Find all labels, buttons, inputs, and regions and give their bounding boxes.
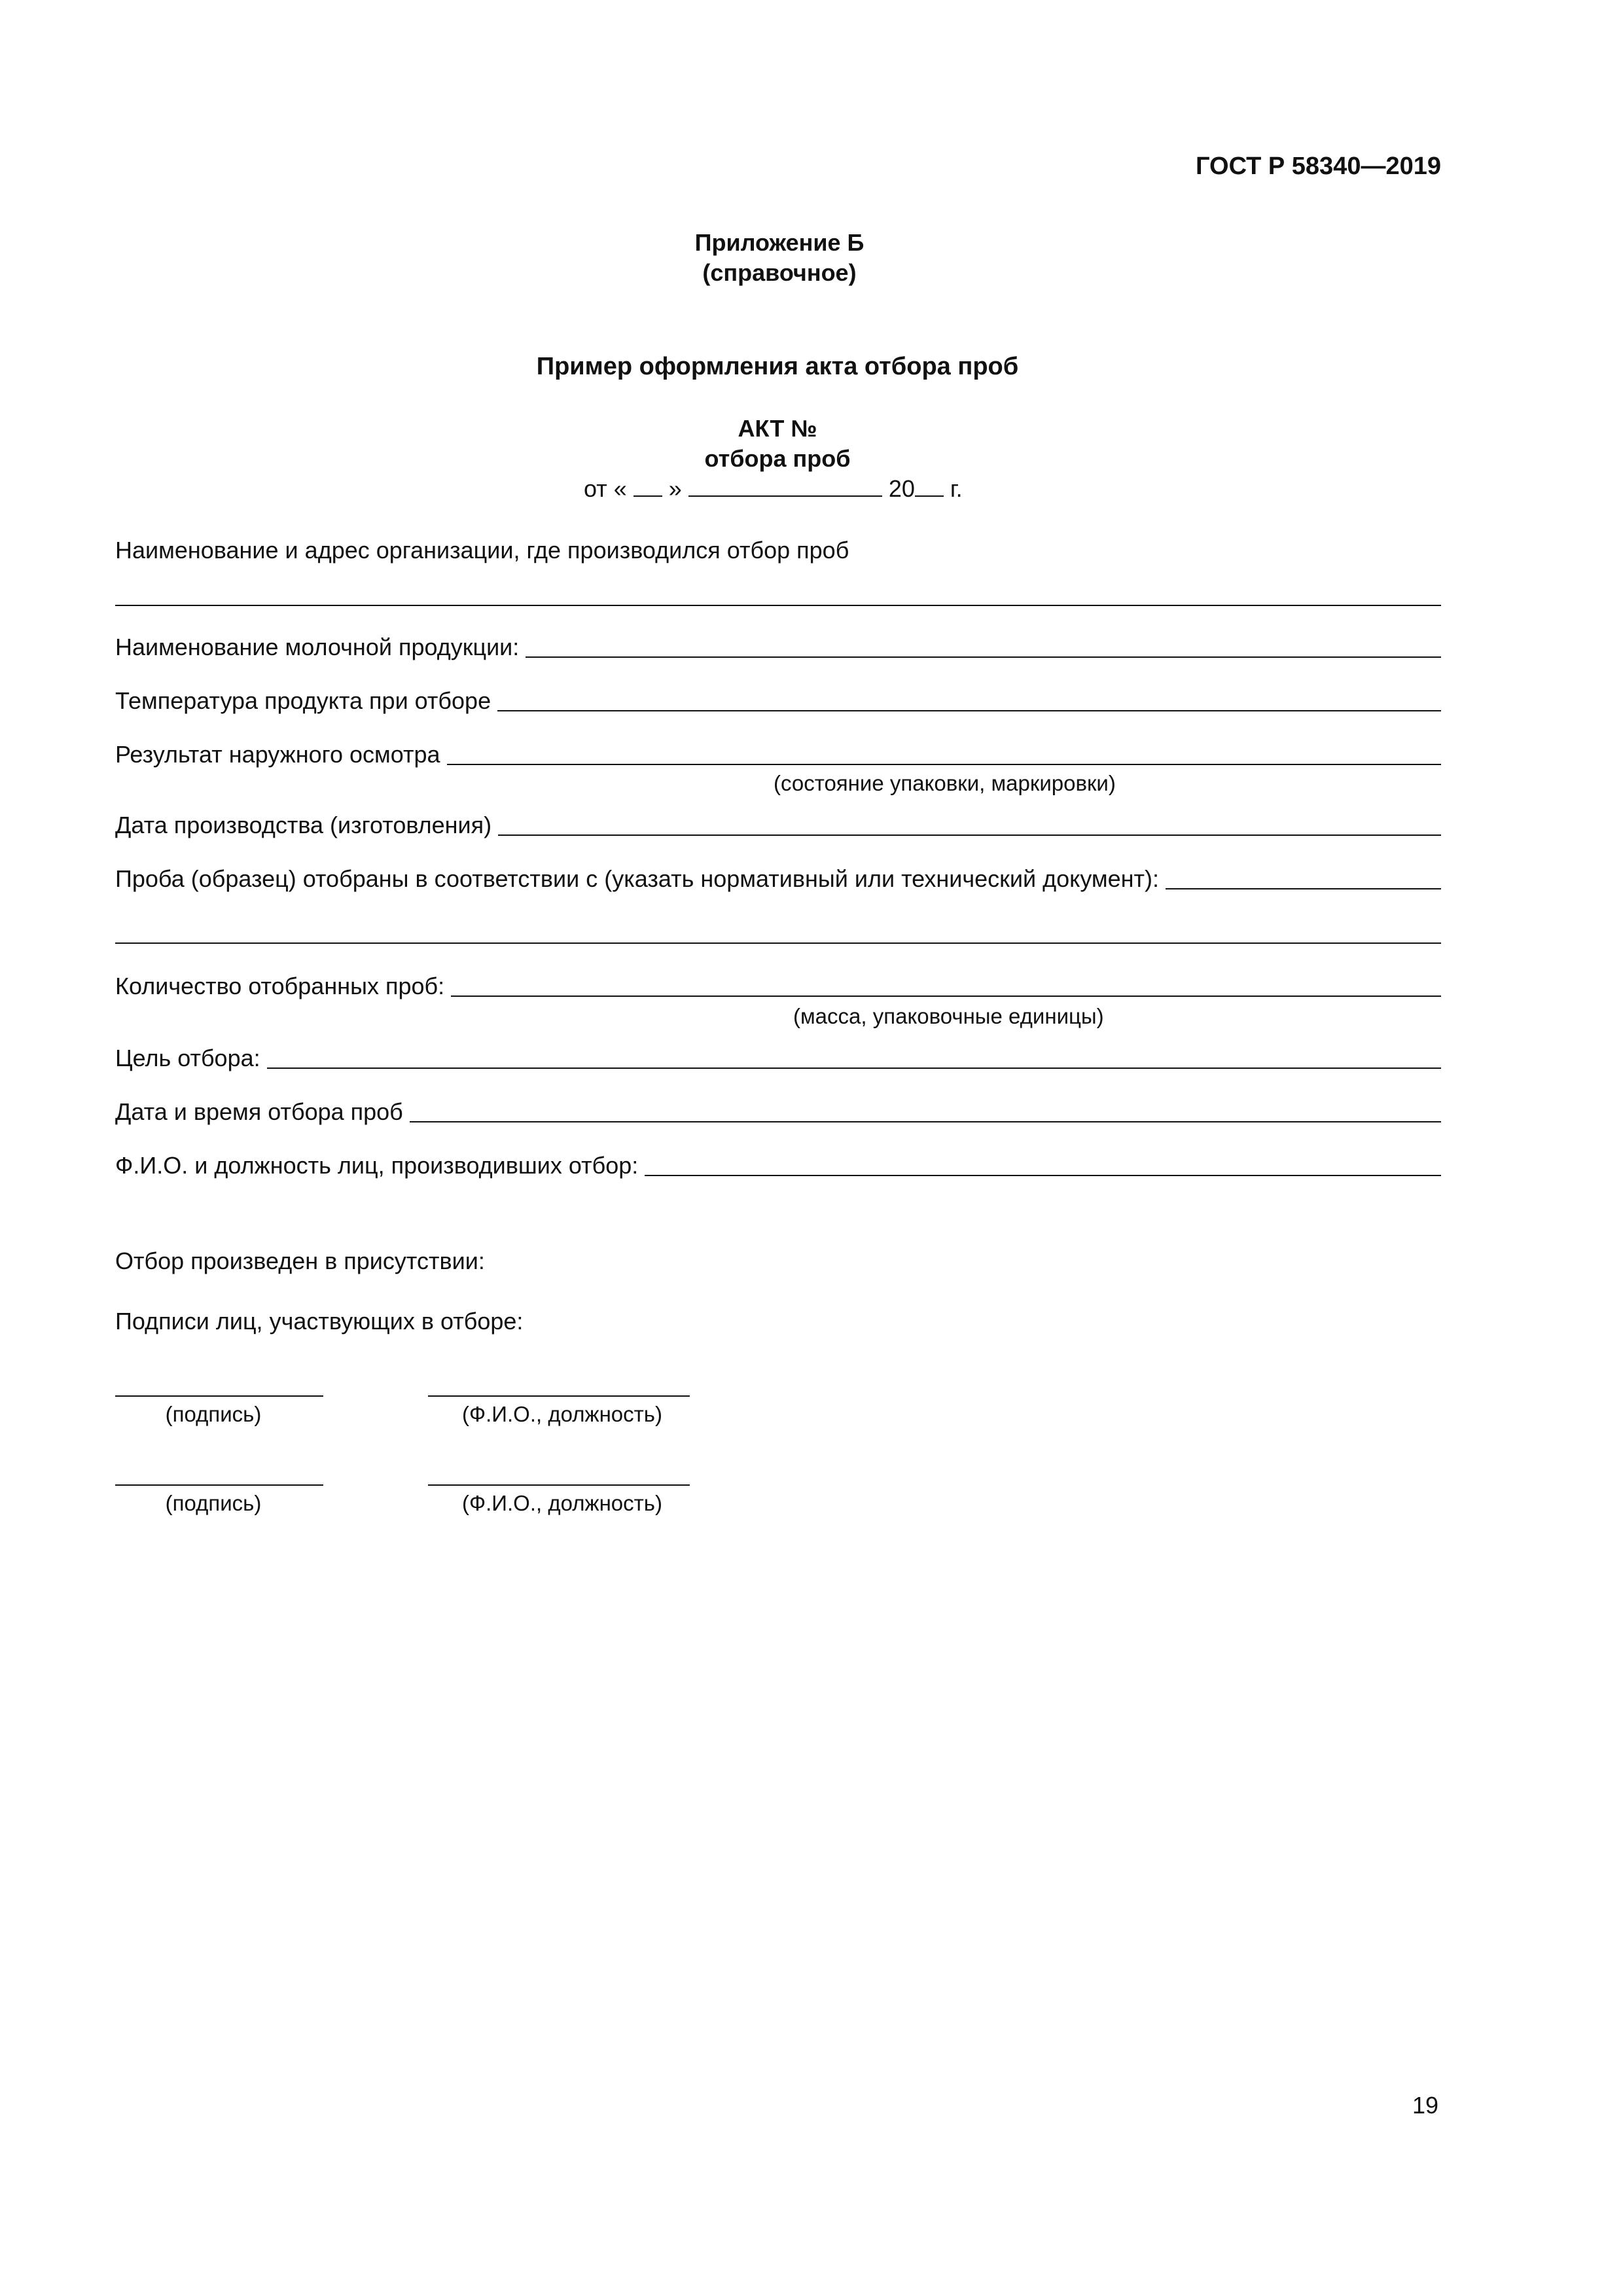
temperature-row [115,687,1441,715]
signature-line-1[interactable] [115,1395,323,1397]
signature-line-2[interactable] [115,1484,323,1486]
date-month-blank[interactable] [688,476,882,497]
name-position-hint-1: (Ф.И.О., должность) [462,1402,662,1426]
act-title: АКТ № [738,415,817,442]
purpose-line[interactable] [267,1067,1441,1069]
samples-count-hint: (масса, упаковочные единицы) [793,1004,1104,1028]
inspection-hint: (состояние упаковки, маркировки) [774,771,1116,795]
date-prefix: от « [584,475,627,502]
name-position-hint-2: (Ф.И.О., должность) [462,1491,662,1515]
purpose-label: Цель отбора: [115,1045,260,1071]
inspection-label: Результат наружного осмотра [115,741,440,768]
date-year-blank[interactable] [915,476,944,497]
name-position-line-1[interactable] [428,1395,690,1397]
persons-row [115,1152,1441,1179]
date-day-blank[interactable] [633,476,662,497]
samples-doc-line[interactable] [1166,888,1441,889]
samples-count-line[interactable] [451,995,1441,997]
samples-count-label: Количество отобранных проб: [115,973,445,999]
signature-hint-1: (подпись) [165,1402,262,1426]
datetime-label: Дата и время отбора проб [115,1098,403,1125]
samples-doc-row [115,865,1441,893]
date-mid: » [668,475,682,502]
production-date-line[interactable] [498,834,1441,836]
temperature-line[interactable] [497,709,1441,711]
org-label: Наименование и адрес организации, где производился отбор проб [115,537,849,564]
inspection-line[interactable] [447,763,1441,765]
date-suffix: г. [950,475,963,502]
appendix-subtitle: (справочное) [702,259,857,286]
samples-count-row [115,973,1441,1000]
samples-doc-label: Проба (образец) отобраны в соответствии с (указать нормативный или технический документ): [115,865,1160,892]
datetime-line[interactable] [410,1121,1441,1122]
persons-label: Ф.И.О. и должность лиц, производивших отбор: [115,1152,639,1179]
temperature-label: Температура продукта при отборе [115,687,491,714]
inspection-row [115,741,1441,768]
production-date-label: Дата производства (изготовления) [115,812,492,838]
act-date-line [584,475,963,503]
section-title: Пример оформления акта отбора проб [536,353,1019,380]
appendix-title: Приложение Б [694,229,865,256]
product-name-row [115,634,1441,661]
name-position-line-2[interactable] [428,1484,690,1486]
purpose-row [115,1045,1441,1072]
org-line[interactable] [115,605,1441,606]
datetime-row [115,1098,1441,1126]
page-number: 19 [1412,2092,1438,2119]
act-subtitle: отбора проб [704,445,851,472]
signature-hint-2: (подпись) [165,1491,262,1515]
date-year: 20 [888,475,915,502]
product-name-line[interactable] [526,656,1441,658]
production-date-row [115,812,1441,839]
product-name-label: Наименование молочной продукции: [115,634,520,660]
presence-label: Отбор произведен в присутствии: [115,1247,485,1274]
signatures-title: Подписи лиц, участвующих в отборе: [115,1308,524,1335]
standard-code: ГОСТ Р 58340—2019 [1196,152,1441,180]
samples-doc-line-2[interactable] [115,942,1441,944]
persons-line[interactable] [645,1174,1441,1176]
